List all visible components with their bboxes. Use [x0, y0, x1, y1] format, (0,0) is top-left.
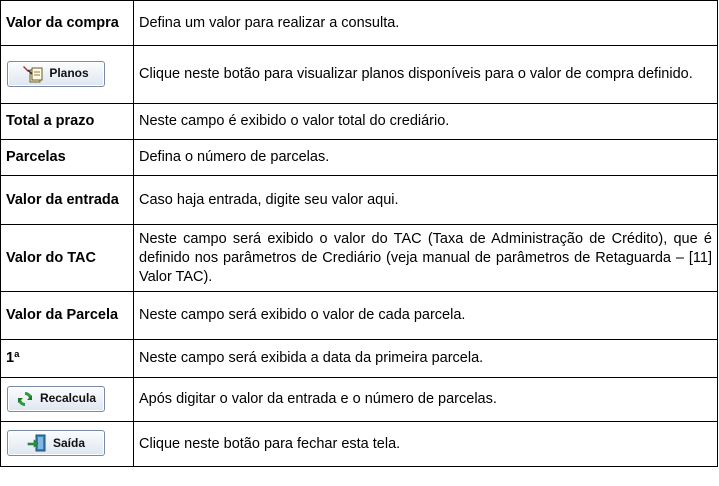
field-term: 1ª: [1, 340, 134, 378]
table-row: [1, 422, 718, 467]
field-term: Valor da Parcela: [1, 292, 134, 340]
planos-button-label: Planos: [49, 66, 89, 80]
field-term: Valor da compra: [1, 1, 134, 46]
planos-button[interactable]: [7, 61, 105, 87]
table-row: [1, 1, 718, 46]
table-row: [1, 140, 718, 176]
saida-button[interactable]: [7, 430, 105, 456]
field-description: Defina um valor para realizar a consulta.: [134, 1, 718, 46]
table-row: [1, 46, 718, 104]
field-description: Após digitar o valor da entrada e o número de parcelas.: [134, 378, 718, 422]
field-term: Valor da entrada: [1, 176, 134, 225]
table-row: [1, 340, 718, 378]
field-term: Total a prazo: [1, 104, 134, 140]
field-description: Defina o número de parcelas.: [134, 140, 718, 176]
refresh-icon: [16, 390, 34, 408]
field-description: Neste campo é exibido o valor total do crediário.: [134, 104, 718, 140]
table-row: [1, 176, 718, 225]
field-description: Neste campo será exibida a data da primeira parcela.: [134, 340, 718, 378]
field-description: Clique neste botão para fechar esta tela.: [134, 422, 718, 467]
field-description: Neste campo será exibido o valor do TAC (Taxa de Administração de Crédito), que é definido nos parâmetros de Crediário (veja manual de parâmetros de Retaguarda – [11] Valor TAC).: [134, 225, 718, 292]
field-description: Neste campo será exibido o valor de cada parcela.: [134, 292, 718, 340]
table-row: [1, 292, 718, 340]
saida-button-label: Saída: [52, 435, 85, 450]
button-cell: [1, 422, 134, 467]
recalcula-button[interactable]: [7, 386, 105, 412]
recalcula-button-label: Recalcula: [39, 391, 97, 405]
table-row: [1, 378, 718, 422]
button-cell: [1, 378, 134, 422]
planos-icon: [23, 65, 43, 83]
table-row: [1, 225, 718, 292]
field-term: Parcelas: [1, 140, 134, 176]
exit-door-icon: [27, 434, 47, 452]
button-cell: [1, 46, 134, 104]
field-term: Valor do TAC: [1, 225, 134, 292]
field-description: Caso haja entrada, digite seu valor aqui.: [134, 176, 718, 225]
field-description: Clique neste botão para visualizar planos disponíveis para o valor de compra definido.: [134, 46, 718, 104]
table-row: [1, 104, 718, 140]
